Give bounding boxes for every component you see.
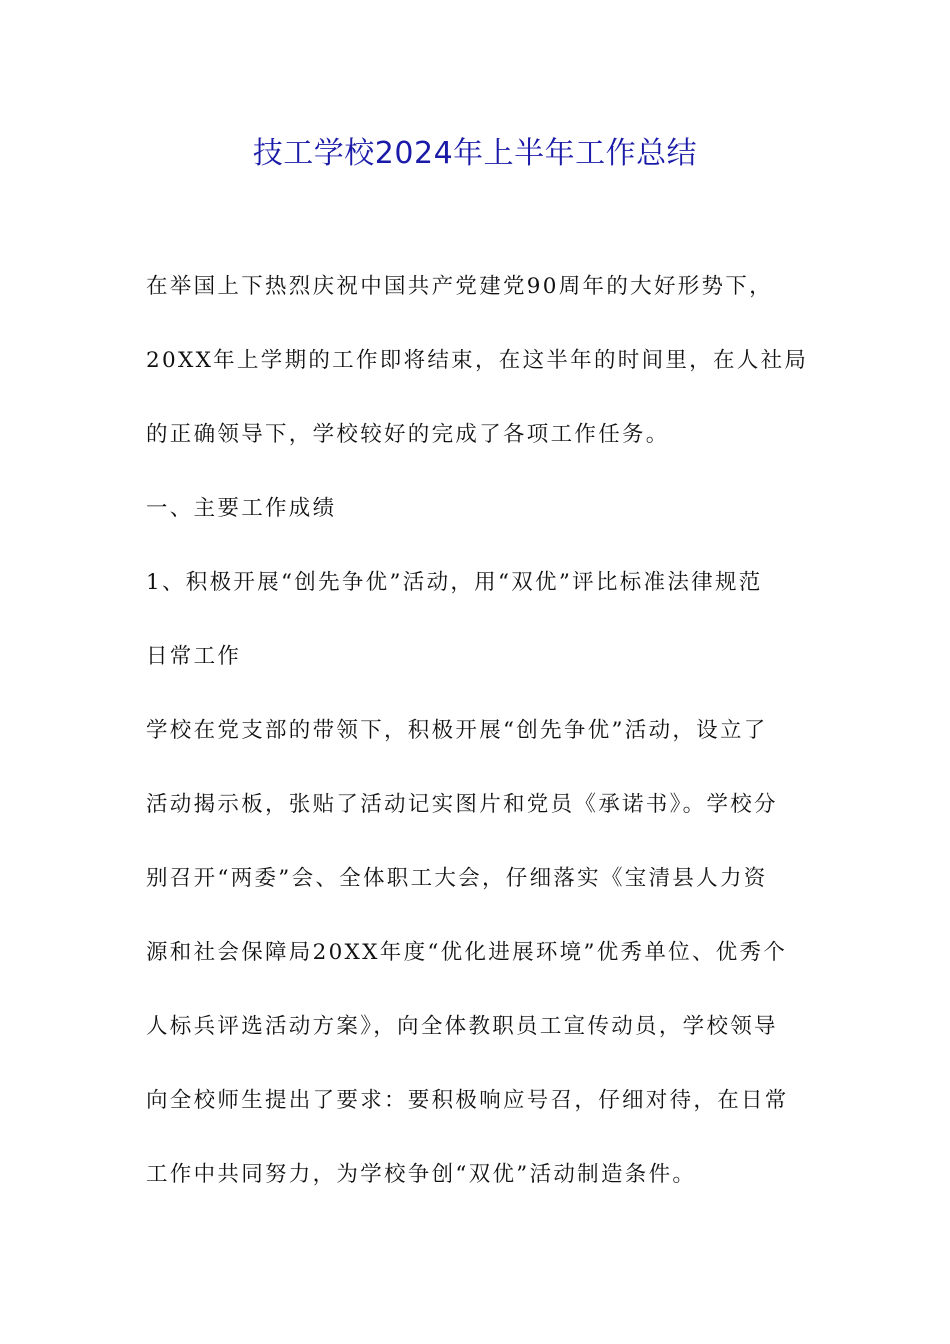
body-line: 的正确领导下，学校较好的完成了各项工作任务。: [146, 422, 670, 447]
section-heading: 一、主要工作成绩: [146, 496, 337, 521]
document-title: 技工学校2024年上半年工作总结: [252, 136, 698, 171]
body-line: 在举国上下热烈庆祝中国共产党建党90周年的大好形势下，: [146, 274, 773, 299]
body-line: 别召开“两委”会、全体职工大会，仔细落实《宝清县人力资: [146, 866, 768, 891]
document-body: [146, 262, 816, 1224]
body-line: 人标兵评选活动方案》，向全体教职员工宣传动员，学校领导: [146, 1014, 778, 1039]
subsection-heading: 日常工作: [146, 644, 242, 669]
body-line: 工作中共同努力，为学校争创“双优”活动制造条件。: [146, 1162, 697, 1187]
body-line: 源和社会保障局20XX年度“优化进展环境”优秀单位、优秀个: [146, 940, 788, 965]
body-line: 向全校师生提出了要求：要积极响应号召，仔细对待，在日常: [146, 1088, 789, 1113]
body-line: 20XX年上学期的工作即将结束，在这半年的时间里，在人社局: [146, 348, 809, 373]
body-line: 学校在党支部的带领下，积极开展“创先争优”活动，设立了: [146, 718, 768, 743]
subsection-heading: 1、积极开展“创先争优”活动，用“双优”评比标准法律规范: [146, 570, 763, 595]
body-line: 活动揭示板，张贴了活动记实图片和党员《承诺书》。学校分: [146, 792, 778, 817]
